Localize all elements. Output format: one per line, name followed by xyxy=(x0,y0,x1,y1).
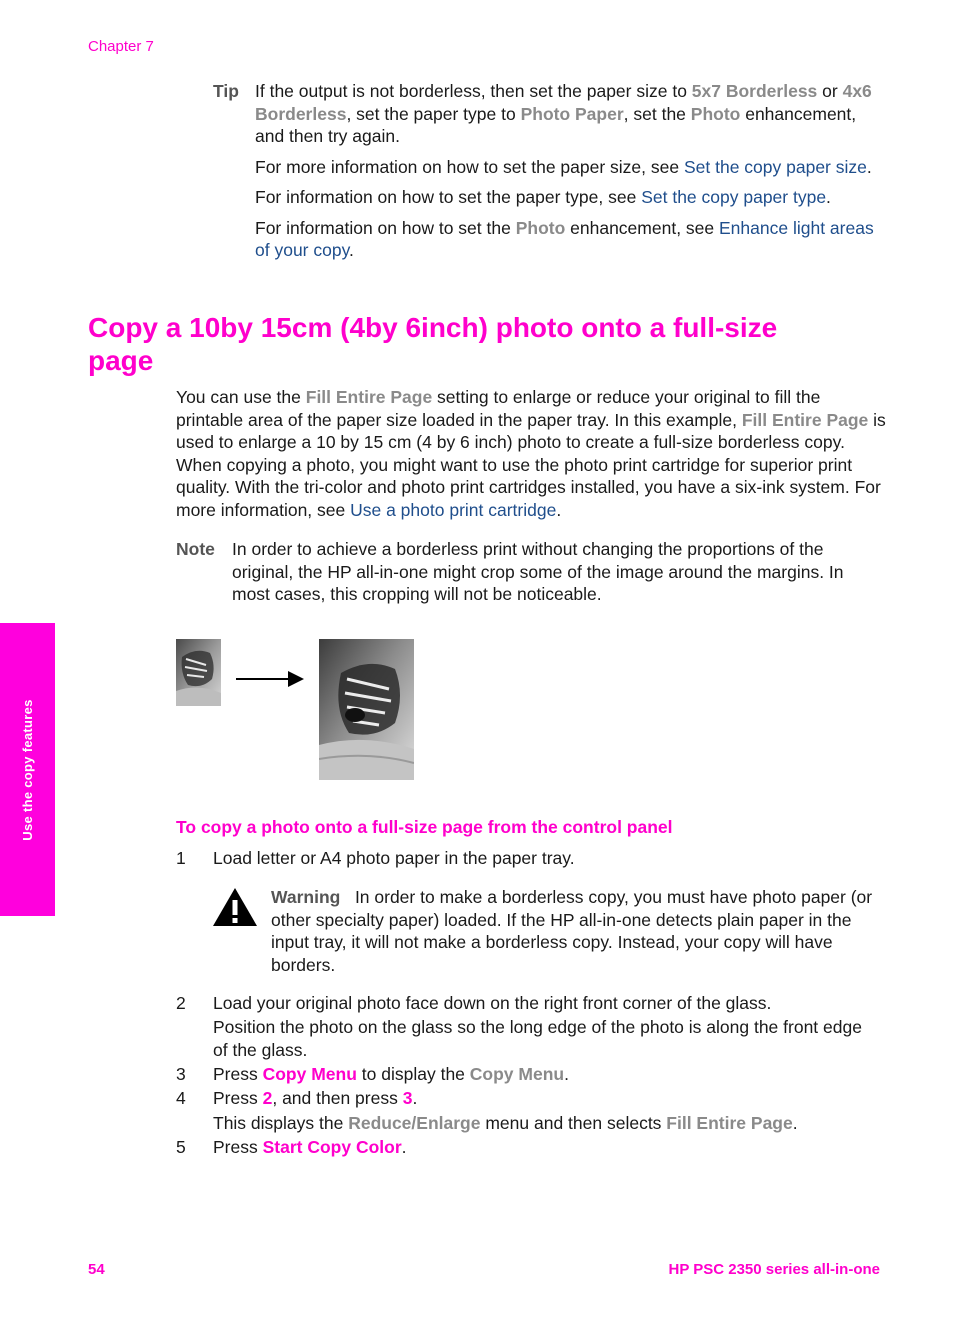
ui-term: 4x6 Borderless xyxy=(255,81,872,124)
text: or xyxy=(817,81,843,101)
text: enhancement, and then try again. xyxy=(255,103,857,146)
step-1-text: Load letter or A4 photo paper in the paper tray. xyxy=(213,848,575,868)
text: . xyxy=(792,1113,798,1133)
note-label: Note xyxy=(176,539,215,559)
text: . xyxy=(349,240,354,260)
chapter-label: Chapter 7 xyxy=(88,38,154,55)
tip-body xyxy=(255,80,880,270)
text: menu and then selects xyxy=(480,1113,667,1133)
ui-term: Reduce/Enlarge xyxy=(348,1113,481,1133)
tip-paragraph-1 xyxy=(255,80,880,148)
tip-paragraph-2 xyxy=(255,156,880,179)
text: Press xyxy=(213,1064,263,1084)
ui-term: Photo xyxy=(690,103,741,124)
text: to display the xyxy=(356,1064,470,1084)
button-term: 3 xyxy=(402,1088,413,1108)
side-tab-label: Use the copy features xyxy=(19,698,35,841)
product-name: HP PSC 2350 series all-in-one xyxy=(668,1261,880,1278)
text: . xyxy=(556,499,562,520)
text: , set the xyxy=(623,103,691,124)
text: . xyxy=(401,1137,407,1157)
section-title: Copy a 10by 15cm (4by 6inch) photo onto a full-size page xyxy=(88,312,778,376)
text: If the output is not borderless, then set the paper size to xyxy=(255,81,692,101)
button-term: 2 xyxy=(262,1088,273,1108)
intro-paragraph xyxy=(176,386,886,521)
text: enhancement, see xyxy=(565,217,719,238)
ui-term: Photo Paper xyxy=(520,103,624,124)
step-3-text xyxy=(213,1063,873,1086)
text: . xyxy=(412,1088,418,1108)
button-term: Copy Menu xyxy=(262,1064,357,1084)
step-number: 2 xyxy=(176,993,186,1013)
text: . xyxy=(866,156,872,177)
ui-term: 5x7 Borderless xyxy=(691,81,818,101)
link-set-copy-paper-type[interactable]: Set the copy paper type xyxy=(641,187,827,207)
note-body: In order to achieve a borderless print without changing the proportions of the original, the HP all-in-one might crop some of the image around the margins. In most cases, this cropping will not be noticeable. xyxy=(232,539,844,604)
link-set-copy-paper-size[interactable]: Set the copy paper size xyxy=(683,156,867,177)
ui-term: Fill Entire Page xyxy=(741,409,869,430)
ui-term: Photo xyxy=(515,217,566,238)
warning-body xyxy=(271,886,883,976)
large-tiger-photo xyxy=(319,639,414,780)
arrow-right-icon xyxy=(236,668,304,690)
text: For information on how to set the paper type, see xyxy=(255,187,642,207)
link-use-photo-print-cartridge[interactable]: Use a photo print cartridge xyxy=(350,499,557,520)
text: For more information on how to set the paper size, see xyxy=(255,156,684,177)
ui-term: Copy Menu xyxy=(469,1064,565,1084)
step-4-text xyxy=(213,1087,873,1110)
step-2-subtext: Position the photo on the glass so the long edge of the photo is along the front edge of the glass. xyxy=(213,1017,862,1060)
text: You can use the xyxy=(176,387,306,407)
step-number: 4 xyxy=(176,1088,186,1108)
text: setting to enlarge or reduce your original to fill the printable area of the paper size loaded in the paper tray. In this example, xyxy=(176,387,821,430)
ui-term: Fill Entire Page xyxy=(305,387,433,407)
warning-label: Warning xyxy=(271,887,341,907)
small-tiger-photo xyxy=(176,639,221,706)
text: , and then press xyxy=(272,1088,403,1108)
step-4-subtext xyxy=(213,1112,873,1135)
text: Press xyxy=(213,1088,263,1108)
ui-term: Fill Entire Page xyxy=(666,1113,793,1133)
link-enhance-light-areas[interactable]: Enhance light areas of your copy xyxy=(255,217,874,260)
text: . xyxy=(564,1064,569,1084)
tip-label: Tip xyxy=(213,81,239,101)
text: , set the paper type to xyxy=(346,103,521,124)
step-number: 3 xyxy=(176,1064,186,1084)
tip-paragraph-3 xyxy=(255,186,880,209)
warning-text: In order to make a borderless copy, you must have photo paper (or other specialty paper) loaded. If the HP all-in-one detects plain paper in the input tray, it will not make a borderless copy. Instead, your copy will have borders. xyxy=(271,887,873,975)
step-number: 1 xyxy=(176,848,186,868)
page-number: 54 xyxy=(88,1261,105,1278)
button-term: Start Copy Color xyxy=(262,1137,402,1157)
text: This displays the xyxy=(213,1113,349,1133)
text: is used to enlarge a 10 by 15 cm (4 by 6 inch) photo to create a full-size borderless copy. When copying a photo, you might want to use the photo print cartridge for superior print quality. With the tri-color and photo print cartridges installed, you have a six-ink system. For more information, see xyxy=(176,409,886,520)
text: . xyxy=(826,187,831,207)
step-number: 5 xyxy=(176,1137,186,1157)
side-tab xyxy=(0,623,55,916)
text: For information on how to set the xyxy=(255,217,516,238)
step-2-text: Load your original photo face down on the right front corner of the glass. xyxy=(213,993,772,1013)
step-5-text xyxy=(213,1136,873,1159)
warning-icon xyxy=(212,887,258,927)
procedure-title: To copy a photo onto a full-size page from the control panel xyxy=(176,817,673,837)
tip-paragraph-4 xyxy=(255,217,880,262)
text: Press xyxy=(213,1137,263,1157)
